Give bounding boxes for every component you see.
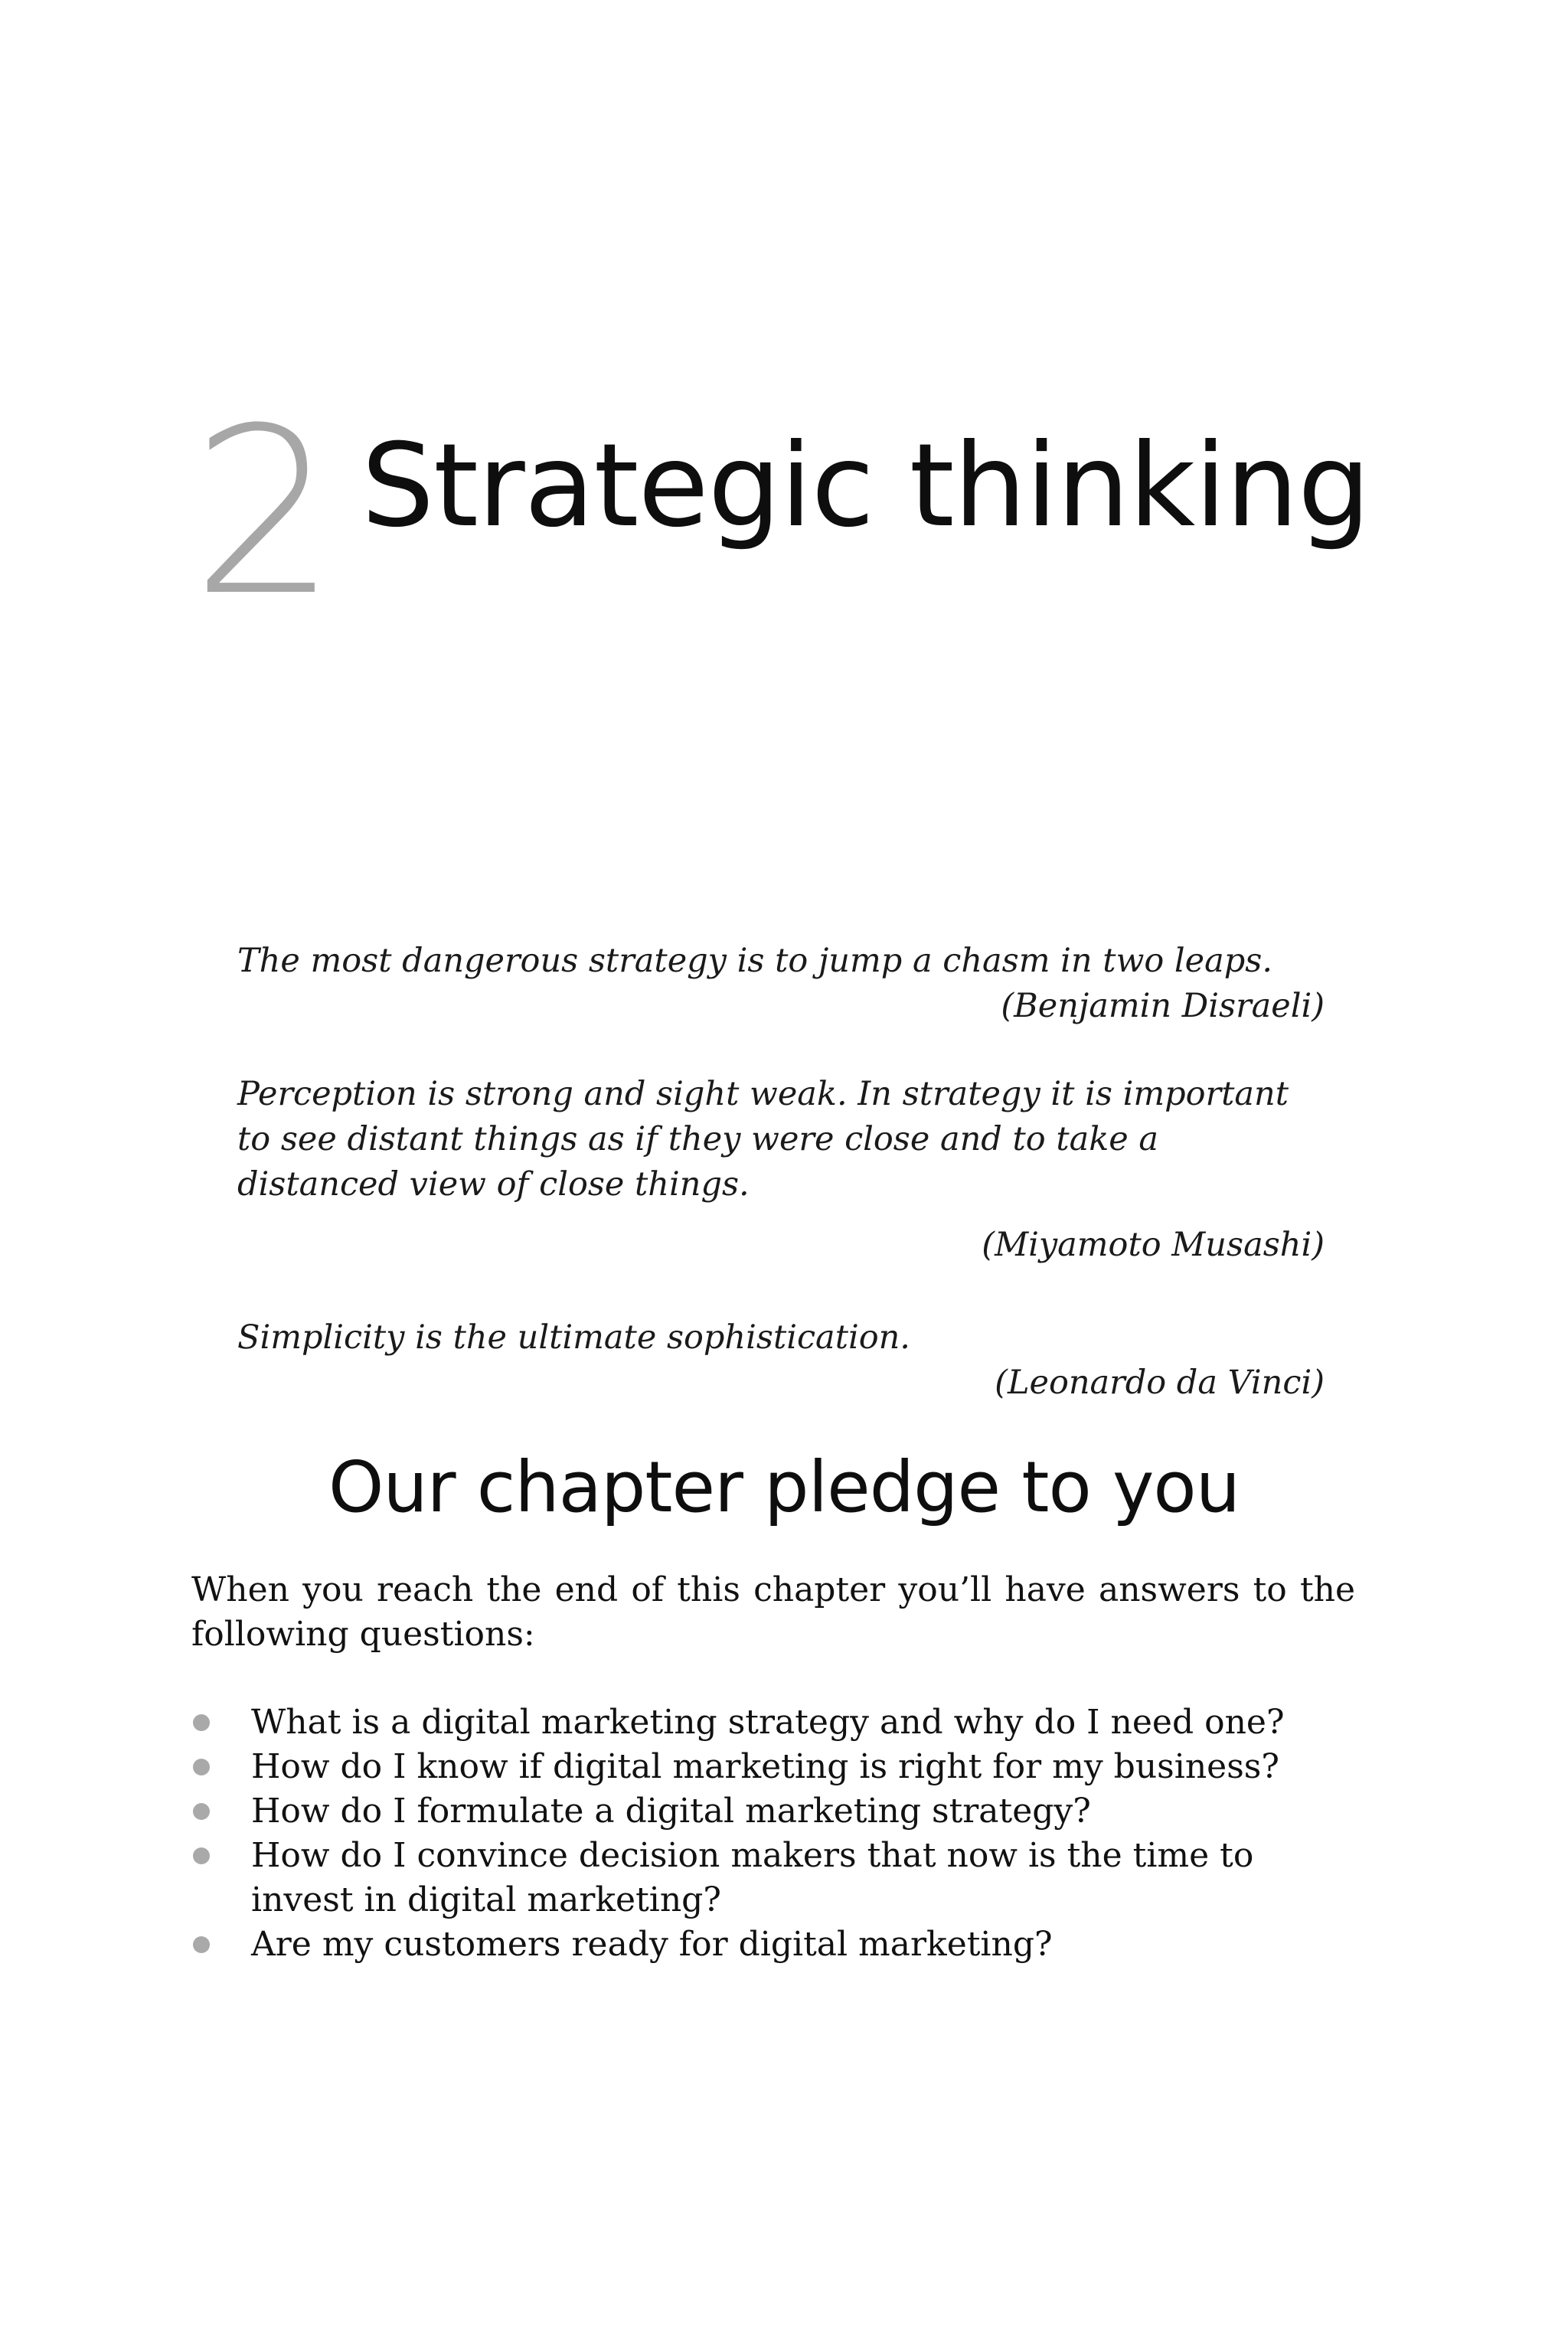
epigraph: [237, 1072, 1325, 1268]
epigraphs: [237, 939, 1325, 1406]
bullet-icon: [193, 1803, 210, 1820]
bullet-icon: [193, 1847, 210, 1864]
list-item: [191, 1834, 1355, 1922]
list-item-text: How do I convince decision makers that now is the time to invest in digital marketing?: [251, 1836, 1254, 1919]
list-item: [191, 1789, 1355, 1834]
epigraph-author: (Benjamin Disraeli): [1001, 987, 1325, 1025]
epigraph-author: (Miyamoto Musashi): [982, 1226, 1325, 1264]
bullet-icon: [193, 1759, 210, 1775]
list-item-text: Are my customers ready for digital marketing?: [251, 1925, 1053, 1964]
list-item-text: What is a digital marketing strategy and why do I need one?: [251, 1703, 1285, 1742]
section-heading: Our chapter pledge to you: [328, 1446, 1240, 1528]
epigraph: [237, 939, 1325, 1029]
bullet-icon: [193, 1714, 210, 1731]
epigraph-text: Perception is strong and sight weak. In strategy it is important to see distant things as if they were close and to take a distanced view of close things.: [237, 1075, 1289, 1204]
bullet-icon: [193, 1936, 210, 1953]
question-list: [191, 1700, 1355, 1967]
epigraph-author: (Leonardo da Vinci): [995, 1364, 1325, 1402]
epigraph: [237, 1315, 1325, 1406]
list-item-text: How do I formulate a digital marketing strategy?: [251, 1792, 1091, 1831]
list-item-text: How do I know if digital marketing is right for my business?: [251, 1747, 1279, 1786]
epigraph-text: The most dangerous strategy is to jump a chasm in two leaps.: [237, 942, 1273, 980]
intro-paragraph: When you reach the end of this chapter you’ll have answers to the following questions:: [191, 1570, 1355, 1654]
chapter-number: 2: [191, 379, 338, 646]
epigraph-text: Simplicity is the ultimate sophistication.: [237, 1318, 910, 1357]
list-item: [191, 1700, 1355, 1745]
chapter-title: Strategic thinking: [361, 420, 1370, 553]
list-item: [191, 1922, 1355, 1967]
list-item: [191, 1745, 1355, 1789]
